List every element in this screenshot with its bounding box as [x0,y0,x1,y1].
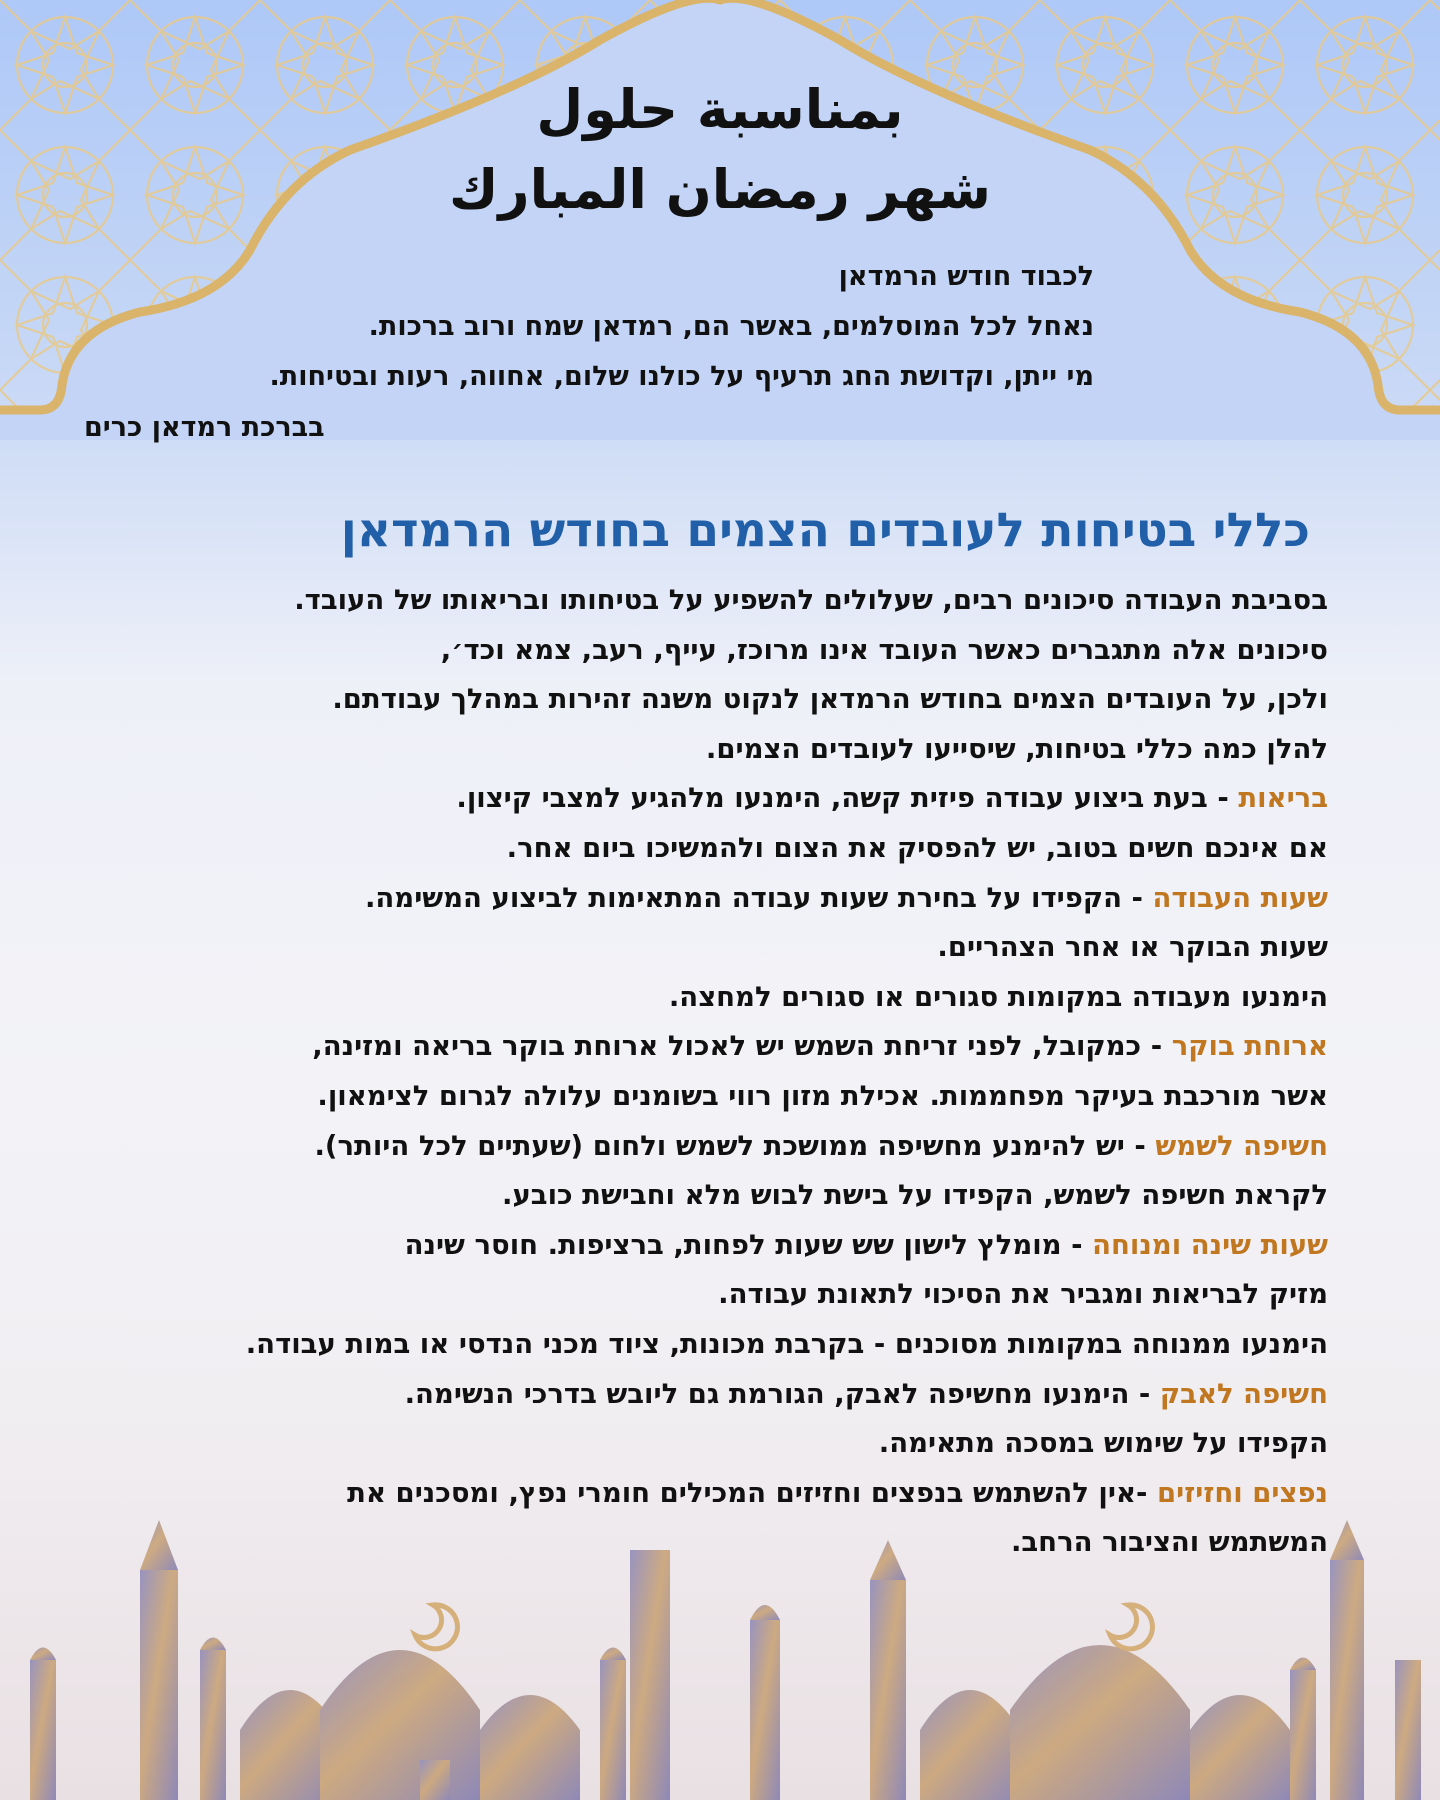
rule-keyword: בריאות [1238,782,1328,815]
blessing-signoff: בברכת רמדאן כרים [84,412,325,443]
intro-line: להלן כמה כללי בטיחות, שיסייעו לעובדים הצמים. [705,732,1328,765]
rule-sun-exposure [48,1122,1328,1172]
arabic-title-line-2: شهر رمضان المبارك [449,158,991,221]
page-heading: כללי בטיחות לעובדים הצמים בחודש הרמדאן [340,503,1310,558]
rule-continuation: אשר מורכבת בעיקר מפחממות. אכילת מזון רווי בשומנים עלולה לגרום לצימאון. [317,1079,1328,1112]
rule-continuation: הקפידו על שימוש במסכה מתאימה. [878,1427,1328,1460]
rule-continuation: לקראת חשיפה לשמש, הקפידו על בישת לבוש מלא וחבישת כובע. [502,1179,1328,1212]
greeting-line: לכבוד חודש הרמדאן [838,261,1094,292]
arabic-title-line-1: بمناسبة حلول [536,78,904,141]
rule-text: - מומלץ לישון שש שעות לפחות, ברציפות. חוסר שינה [404,1228,1093,1261]
rule-fireworks [48,1469,1328,1519]
rule-continuation: מזיק לבריאות ומגביר את הסיכוי לתאונת עבודה. [718,1278,1328,1311]
rule-keyword: חשיפה לשמש [1155,1129,1328,1162]
rule-text: - בעת ביצוע עבודה פיזית קשה, הימנעו מלהגיע למצבי קיצון. [456,782,1239,815]
intro-line: ולכן, על העובדים הצמים בחודש הרמדאן לנקוט משנה זהירות במהלך עבודתם. [332,683,1328,716]
rule-keyword: שעות שינה ומנוחה [1092,1228,1328,1261]
rule-continuation: הימנעו מעבודה במקומות סגורים או סגורים למחצה. [668,980,1328,1013]
safety-rules-body [48,576,1328,1568]
intro-line: בסביבת העבודה סיכונים רבים, שעלולים להשפיע על בטיחותו ובריאותו של העובד. [294,584,1328,616]
rule-text: - הימנעו מחשיפה לאבק, הגורמת גם ליובש בדרכי הנשימה. [404,1377,1160,1410]
intro-line: סיכונים אלה מתגברים כאשר העובד אינו מרוכז, עייף, רעב, צמא וכד׳, [440,633,1328,666]
rule-breakfast [48,1022,1328,1072]
rule-work-hours [48,874,1328,924]
rule-text: - הקפידו על בחירת שעות עבודה המתאימות לביצוע המשימה. [364,881,1153,914]
rule-continuation: שעות הבוקר או אחר הצהריים. [937,931,1328,964]
rule-sleep-rest [48,1221,1328,1271]
rule-keyword: נפצים וחזיזים [1156,1476,1328,1509]
greeting-line: מי ייתן, וקדושת החג תרעיף על כולנו שלום, אחווה, רעות ובטיחות. [269,361,1094,392]
rule-text: -אין להשתמש בנפצים וחזיזים המכילים חומרי נפץ, ומסכנים את [347,1476,1157,1509]
ramadan-greeting [94,252,1094,402]
rule-dust-exposure [48,1370,1328,1420]
arabic-title [320,70,1120,230]
rule-continuation: אם אינכם חשים בטוב, יש להפסיק את הצום ולהמשיכו ביום אחר. [506,831,1328,864]
rule-continuation: הימנעו ממנוחה במקומות מסוכנים - בקרבת מכונות, ציוד מכני הנדסי או במות עבודה. [245,1327,1328,1360]
rule-text: - יש להימנע מחשיפה ממושכת לשמש ולחום (שעתיים לכל היותר). [314,1129,1156,1162]
greeting-line: נאחל לכל המוסלמים, באשר הם, רמדאן שמח ורוב ברכות. [368,311,1094,342]
rule-keyword: חשיפה לאבק [1159,1377,1328,1410]
rule-keyword: שעות העבודה [1152,881,1328,914]
rule-health [48,774,1328,824]
rule-continuation: המשתמש והציבור הרחב. [1010,1526,1328,1559]
rule-keyword: ארוחת בוקר [1171,1030,1328,1063]
rule-text: - כמקובל, לפני זריחת השמש יש לאכול ארוחת בוקר בריאה ומזינה, [312,1030,1172,1063]
